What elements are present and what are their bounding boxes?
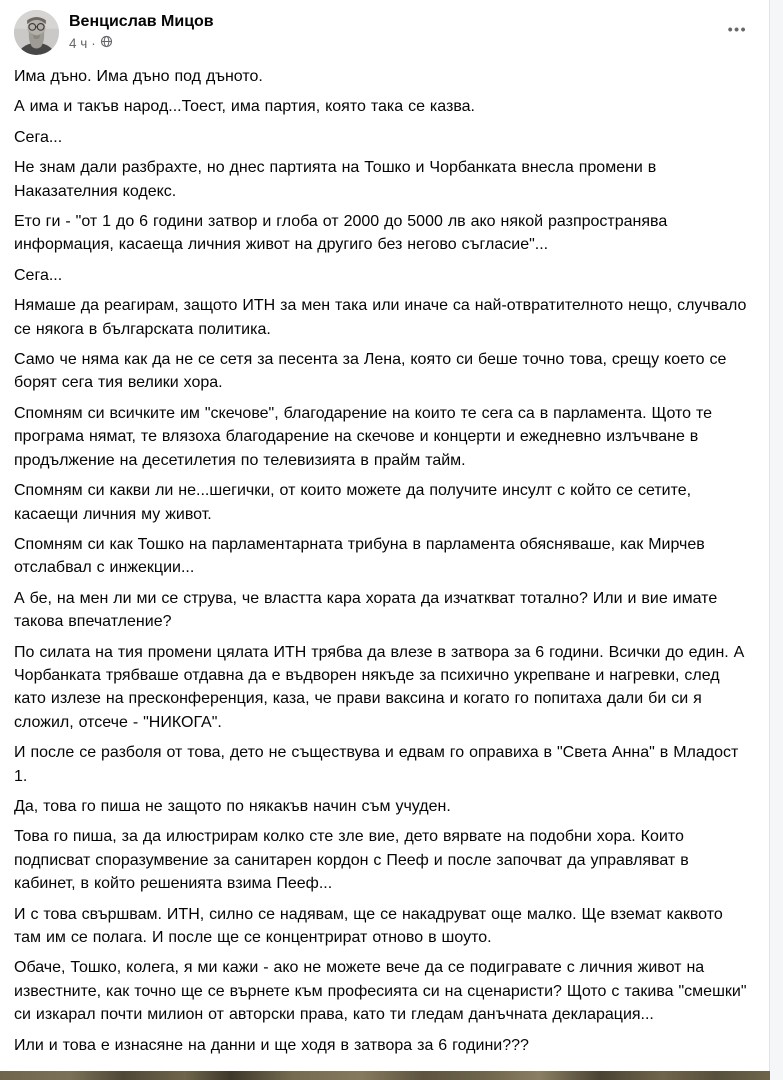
post-text <box>0 59 770 1057</box>
globe-icon <box>100 35 113 51</box>
post-paragraph: Това го пиша, за да илюстрирам колко сте зле вие, дето вярвате на подобни хора. Които подписват споразумвение за санитарен кордон с Пееф и после започват да управляват в кабинет, в който решенията взима Пееф... <box>14 828 689 893</box>
post-paragraph: Ето ги - "от 1 до 6 години затвор и глоба от 2000 до 5000 лв ако някой разпространява информация, касаеща личния живот на другиго без негово съгласие"... <box>14 213 668 254</box>
timestamp[interactable]: 4 ч <box>69 35 88 51</box>
more-options-button[interactable]: ••• <box>724 16 751 42</box>
post-paragraph: Не знам дали разбрахте, но днес партията на Тошко и Чорбанката внесла промени в Наказателния кодекс. <box>14 159 657 200</box>
post-paragraph: Да, това го пиша не защото по някакъв начин съм учуден. <box>14 797 451 815</box>
post-paragraph: Има дъно. Има дъно под дъното. <box>14 68 263 85</box>
author-name[interactable]: Венцислав Мицов <box>69 13 214 30</box>
post-paragraph: Спомням си как Тошко на парламентарната трибуна в парламента обясняваше, как Мирчев отслабвал с инжекции... <box>14 535 705 577</box>
post-header <box>0 0 769 59</box>
post-paragraph: Сега... <box>14 128 63 146</box>
post-meta <box>69 35 214 51</box>
post-paragraph: По силата на тия промени цялата ИТН трябва да влезе в затвора за 6 години. Всички до един. А Чорбанката трябваше отдавна да е въдворен някъде за психично укрепване и нагревки, след като излезе на пресконференция, каза, че прави ваксина и когато го попитаха дали би си я сложил, отсече - "НИКОГА". <box>14 643 745 731</box>
post-paragraph: Сега... <box>14 266 63 284</box>
meta-separator: · <box>91 35 96 51</box>
post-paragraph: Само че няма как да не се сетя за песента за Лена, която си беше точно това, срещу което се борят сега тия велики хора. <box>14 351 727 392</box>
post-paragraph: А има и такъв народ...Тоест, има партия, която така се казва. <box>14 98 475 116</box>
post-paragraph: А бе, на мен ли ми се струва, че властта кара хората да изчаткват тотално? Или и вие имате такова впечатление? <box>14 589 718 631</box>
avatar-portrait-icon <box>14 10 59 55</box>
avatar[interactable] <box>14 10 59 55</box>
post-paragraph: Или и това е изнасяне на данни и ще ходя в затвора за 6 години??? <box>14 1036 529 1054</box>
post-paragraph: Спомням си какви ли не...шегички, от които можете да получите инсулт с който се сетите, касаещи личния му живот. <box>14 482 692 523</box>
post-paragraph: И после се разболя от това, дето не съществува и едвам го оправиха в "Света Анна" в Младост 1. <box>14 744 739 785</box>
attached-photo[interactable] <box>0 1071 770 1080</box>
header-texts <box>69 10 214 51</box>
post-paragraph: Обаче, Тошко, колега, я ми кажи - ако не можете вече да се подигравате с личния живот на известните, как точно ще се върнете към професията си на сценаристи? Щото с такива "смешки" си изкарал почти милион от авторски права, като ти гледам данъчната декларация... <box>14 959 747 1024</box>
post-paragraph: Спомням си всичките им "скечове", благодарение на които те сега са в парламента. Щото те програма нямат, те влязоха благодарение на скечове и концерти и ежедневно излъчване в продължение на десетилетия по телевизията в прайм тайм. <box>14 404 713 469</box>
post-paragraph: Нямаше да реагирам, защото ИТН за мен така или иначе са най-отвратителното нещо, случвало се някога в българската политика. <box>14 297 747 338</box>
post-paragraph: И с това свършвам. ИТН, силно се надявам, ще се накадруват още малко. Ще вземат каквото там им се полага. И после ще се концентрират отново в шоуто. <box>14 905 723 946</box>
